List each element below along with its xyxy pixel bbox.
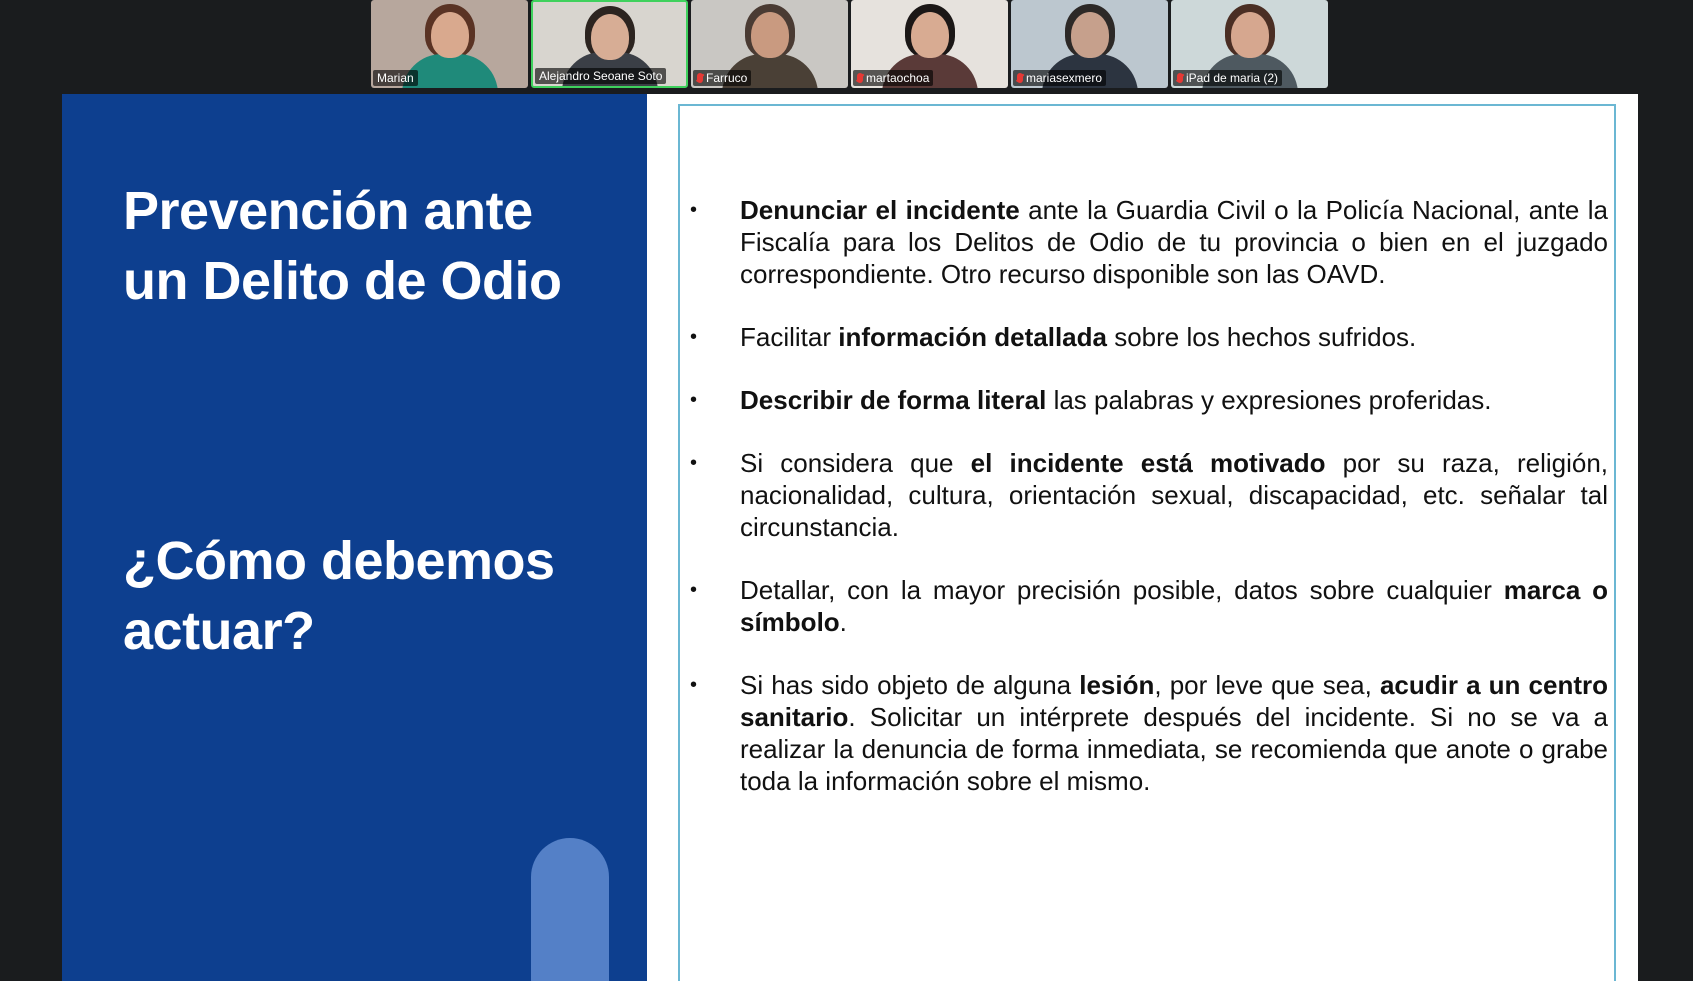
- participant-name: Alejandro Seoane Soto: [539, 69, 663, 83]
- participant-video: [1071, 12, 1109, 58]
- bullet-bold-text: información detallada: [838, 322, 1107, 352]
- bullet-bold-text: lesión: [1079, 670, 1155, 700]
- participant-name: mariasexmero: [1026, 71, 1103, 85]
- participant-name-label: [853, 70, 933, 86]
- bullet-item: [688, 669, 1608, 797]
- participant-video: [431, 12, 469, 58]
- participant-name: martaochoa: [866, 71, 930, 85]
- bullet-item: [688, 384, 1608, 416]
- participant-name-label: [535, 68, 666, 84]
- slide-left-panel: [62, 94, 647, 981]
- bullet-bold-text: Denunciar el incidente: [740, 195, 1020, 225]
- participant-name: Marian: [377, 71, 414, 85]
- bullet-bold-text: acudir a un centro sanitario: [740, 670, 1608, 732]
- bullet-text: sobre los hechos sufridos.: [1106, 322, 1417, 352]
- bullet-dot: •: [690, 674, 698, 696]
- participant-video: [1231, 12, 1269, 58]
- participant-strip: [371, 0, 1331, 88]
- bullet-list: [688, 194, 1608, 828]
- bullet-item: [688, 447, 1608, 543]
- muted-mic-icon: [697, 73, 703, 83]
- bullet-text: Facilitar: [740, 322, 839, 352]
- participant-tile[interactable]: [531, 0, 688, 88]
- bullet-bold-text: el incidente está motivado: [970, 448, 1326, 478]
- bullet-item: [688, 574, 1608, 638]
- participant-video: [911, 12, 949, 58]
- bullet-bold-text: marca o símbolo: [740, 575, 1608, 637]
- participant-video: [751, 12, 789, 58]
- bullet-text: ante la Guardia Civil o la Policía Nacional, ante la Fiscalía para los Delitos de Odio de tu provincia o bien en el juzgado correspondiente. Otro recurso disponible son las OAVD.: [740, 195, 1608, 289]
- participant-name-label: [693, 70, 751, 86]
- slide-content-box: [678, 104, 1616, 981]
- bullet-dot: •: [690, 199, 698, 221]
- bullet-dot: •: [690, 452, 698, 474]
- bullet-dot: •: [690, 579, 698, 601]
- participant-tile[interactable]: [1011, 0, 1168, 88]
- participant-video: [591, 14, 629, 60]
- bullet-text: Si considera que: [740, 448, 971, 478]
- bullet-dot: •: [690, 326, 698, 348]
- muted-mic-icon: [1017, 73, 1023, 83]
- shared-slide: [62, 94, 1638, 981]
- bullet-text: las palabras y expresiones proferidas.: [1046, 385, 1492, 415]
- participant-tile[interactable]: [691, 0, 848, 88]
- bullet-dot: •: [690, 389, 698, 411]
- slide-title: Prevención ante un Delito de Odio: [123, 181, 562, 311]
- participant-tile[interactable]: [371, 0, 528, 88]
- muted-mic-icon: [857, 73, 863, 83]
- bullet-bold-text: Describir de forma literal: [740, 385, 1047, 415]
- decorative-pill-shape: [531, 838, 609, 981]
- bullet-text: Detallar, con la mayor precisión posible, datos sobre cualquier: [740, 575, 1504, 605]
- participant-tile[interactable]: [851, 0, 1008, 88]
- bullet-item: [688, 321, 1608, 353]
- participant-name-label: [1173, 70, 1282, 86]
- participant-tile[interactable]: [1171, 0, 1328, 88]
- participant-name-label: [1013, 70, 1106, 86]
- bullet-text: Si has sido objeto de alguna: [740, 670, 1080, 700]
- muted-mic-icon: [1177, 73, 1183, 83]
- participant-name: iPad de maria (2): [1186, 71, 1279, 85]
- participant-name: Farruco: [706, 71, 748, 85]
- bullet-text: , por leve que sea,: [1154, 670, 1380, 700]
- slide-subtitle: ¿Cómo debemos actuar?: [123, 531, 555, 661]
- bullet-item: [688, 194, 1608, 290]
- bullet-text: . Solicitar un intérprete después del incidente. Si no se va a realizar la denuncia de forma inmediata, se recomienda que anote o grabe toda la información sobre el mismo.: [740, 702, 1608, 796]
- bullet-text: por su raza, religión, nacionalidad, cultura, orientación sexual, discapacidad, etc. señalar tal circunstancia.: [740, 448, 1608, 542]
- bullet-text: .: [839, 607, 847, 637]
- participant-name-label: [373, 70, 418, 86]
